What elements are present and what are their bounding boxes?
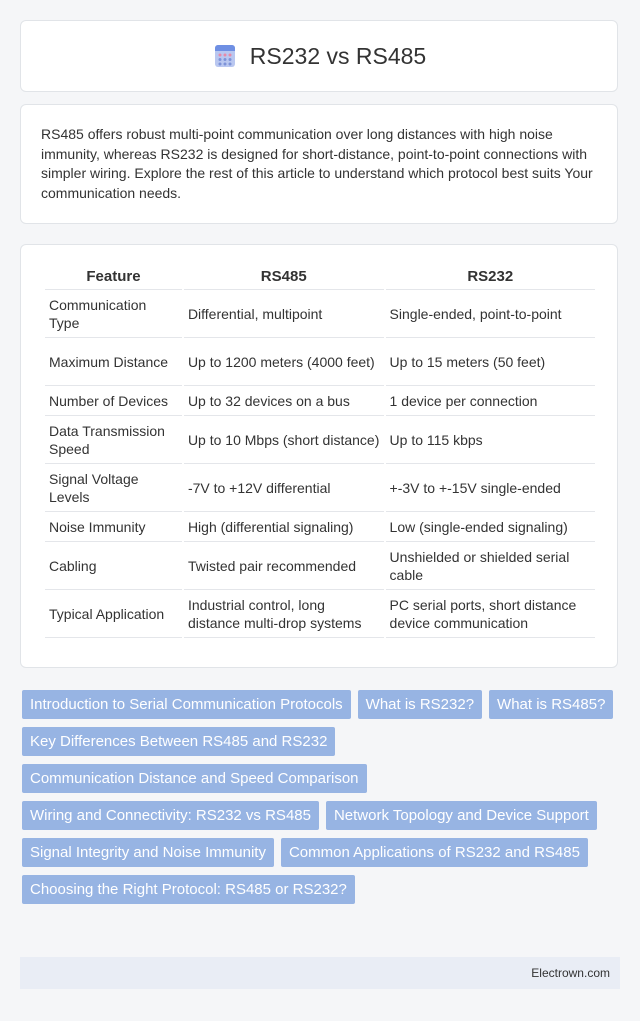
table-row: [45, 542, 595, 590]
table-cell: High (differential signaling): [184, 512, 384, 542]
title-card: [20, 20, 618, 92]
footer-site: Electrown.com: [531, 966, 610, 980]
table-cell: Differential, multipoint: [184, 290, 384, 338]
table-cell: 1 device per connection: [386, 386, 595, 416]
table-header-row: [45, 263, 595, 290]
page-title: RS232 vs RS485: [249, 42, 427, 69]
tag-what-is-rs232[interactable]: What is RS232?: [358, 690, 482, 719]
tag-signal-integrity[interactable]: Signal Integrity and Noise Immunity: [22, 838, 274, 867]
table-row: [45, 590, 595, 638]
table-cell: Up to 1200 meters (4000 feet): [184, 338, 384, 386]
table-cell: Low (single-ended signaling): [386, 512, 595, 542]
column-header-rs232: RS232: [386, 263, 595, 290]
table-cell: +-3V to +-15V single-ended: [386, 464, 595, 512]
table-row: [45, 416, 595, 464]
table-row: [45, 338, 595, 386]
comparison-table-card: [20, 244, 618, 668]
table-cell: Data Transmission Speed: [45, 416, 182, 464]
title-wrap: [212, 43, 426, 70]
tag-what-is-rs485[interactable]: What is RS485?: [489, 690, 613, 719]
table-cell: Signal Voltage Levels: [45, 464, 182, 512]
table-cell: -7V to +12V differential: [184, 464, 384, 512]
tag-introduction[interactable]: Introduction to Serial Communication Protocols: [22, 690, 351, 719]
table-cell: Unshielded or shielded serial cable: [386, 542, 595, 590]
table-cell: Cabling: [45, 542, 182, 590]
table-row: [45, 386, 595, 416]
tag-common-applications[interactable]: Common Applications of RS232 and RS485: [281, 838, 588, 867]
table-cell: Typical Application: [45, 590, 182, 638]
table-cell: Single-ended, point-to-point: [386, 290, 595, 338]
tag-wiring-connectivity[interactable]: Wiring and Connectivity: RS232 vs RS485: [22, 801, 319, 830]
intro-text: RS485 offers robust multi-point communication over long distances with high noise immunity, whereas RS232 is designed for short-distance, point-to-point connections with simpler wiring. Explore the rest of this article to understand which protocol best suits Your communication needs.: [41, 126, 593, 201]
table-cell: Industrial control, long distance multi-drop systems: [184, 590, 384, 638]
table-cell: Communication Type: [45, 290, 182, 338]
column-header-feature: Feature: [45, 263, 182, 290]
comparison-table: [43, 263, 597, 638]
table-cell: Up to 115 kbps: [386, 416, 595, 464]
table-cell: Up to 15 meters (50 feet): [386, 338, 595, 386]
table-row: [45, 464, 595, 512]
tag-choosing-protocol[interactable]: Choosing the Right Protocol: RS485 or RS232?: [22, 875, 355, 904]
footer: [20, 957, 620, 989]
tag-key-differences[interactable]: Key Differences Between RS485 and RS232: [22, 727, 335, 756]
tag-network-topology[interactable]: Network Topology and Device Support: [326, 801, 597, 830]
calculator-icon: [212, 43, 238, 69]
table-row: [45, 290, 595, 338]
table-cell: Up to 10 Mbps (short distance): [184, 416, 384, 464]
table-cell: PC serial ports, short distance device communication: [386, 590, 595, 638]
column-header-rs485: RS485: [184, 263, 384, 290]
tag-distance-speed[interactable]: Communication Distance and Speed Comparison: [22, 764, 367, 793]
table-cell: Up to 32 devices on a bus: [184, 386, 384, 416]
table-cell: Twisted pair recommended: [184, 542, 384, 590]
table-row: [45, 512, 595, 542]
topic-tags: [22, 690, 622, 904]
table-cell: Maximum Distance: [45, 338, 182, 386]
table-cell: Noise Immunity: [45, 512, 182, 542]
table-cell: Number of Devices: [45, 386, 182, 416]
intro-card: [20, 104, 618, 224]
